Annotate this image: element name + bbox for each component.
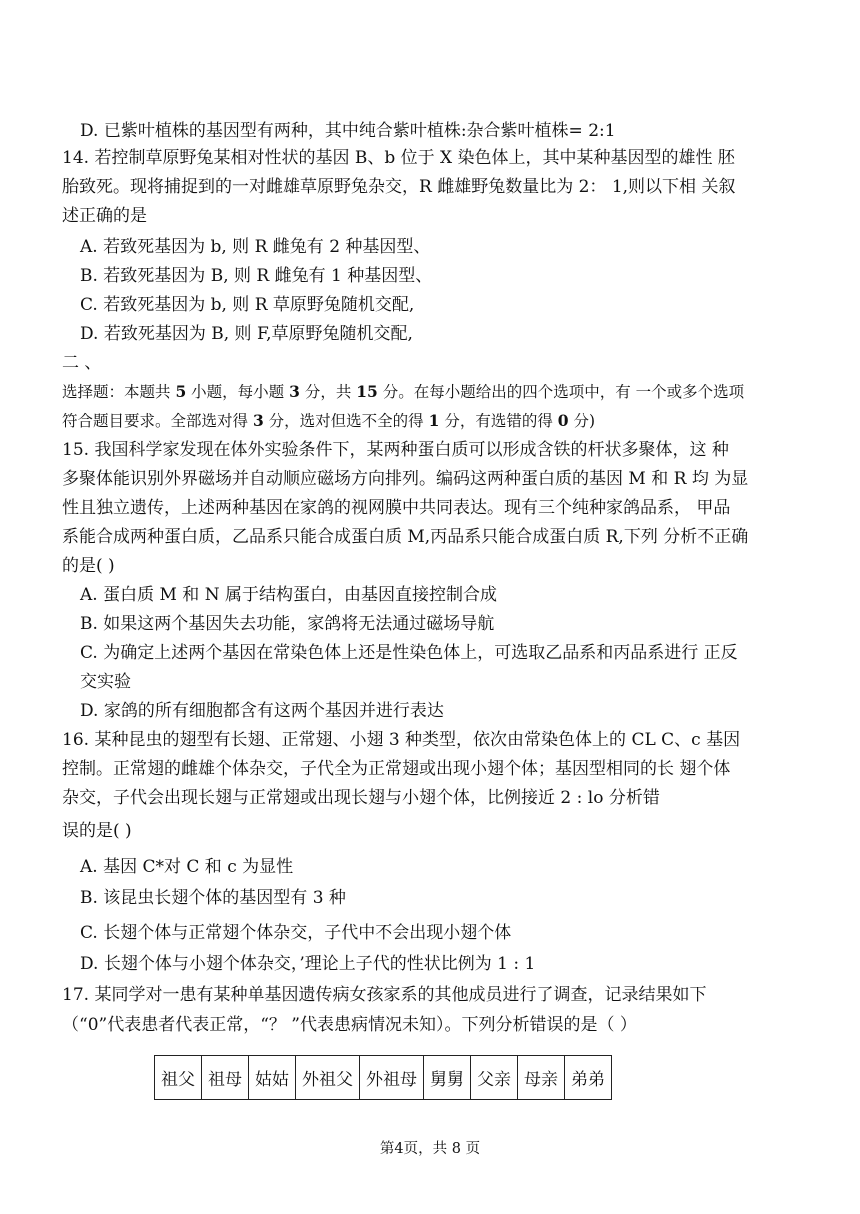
q16-option-d: D. 长翅个体与小翅个体杂交，’理论上子代的性状比例为 1 : 1 xyxy=(80,954,536,974)
page-footer: 第4页，共 8 页 xyxy=(379,1141,481,1157)
q15-line5: 的是( ) xyxy=(62,556,115,576)
q16-line3: 杂交，子代会出现长翅与正常翅或出现长翅与小翅个体，比例接近 2 : lo 分析错 xyxy=(62,788,660,808)
q14-option-a: A. 若致死基因为 b, 则 R 雌兔有 2 种基因型、 xyxy=(80,237,431,257)
q15-option-d: D. 家鸽的所有细胞都含有这两个基因并进行表达 xyxy=(80,701,444,721)
option-d-prev: D. 已紫叶植株的基因型有两种，其中纯合紫叶植株:杂合紫叶植株= 2:1 xyxy=(80,121,616,141)
q16-option-c: C. 长翅个体与正常翅个体杂交，子代中不会出现小翅个体 xyxy=(80,923,512,943)
q15-option-b: B. 如果这两个基因失去功能，家鸽将无法通过磁场导航 xyxy=(80,614,495,634)
q14-option-d: D. 若致死基因为 B, 则 F,草原野兔随机交配, xyxy=(80,324,413,344)
table-cell: 祖父 xyxy=(155,1056,202,1100)
table-cell: 外祖母 xyxy=(360,1056,424,1100)
q15-line2: 多聚体能识别外界磁场并自动顺应磁场方向排列。编码这两种蛋白质的基因 M 和 R 均 为显 xyxy=(62,469,749,489)
q14-line1: 14. 若控制草原野兔某相对性状的基因 B、b 位于 X 染色体上，其中某种基因型的雄性 胚 xyxy=(62,148,735,168)
section-instructions-line2: 符合题目要求。全部选对得 3 分，选对但选不全的得 1 分，有选错的得 0 分) xyxy=(62,411,596,430)
table-cell: 舅舅 xyxy=(424,1056,471,1100)
q17-line1: 17. 某同学对一患有某种单基因遗传病女孩家系的其他成员进行了调查，记录结果如下 xyxy=(62,985,707,1005)
table-cell: 弟弟 xyxy=(565,1056,612,1100)
table-cell: 外祖父 xyxy=(296,1056,360,1100)
q16-line2: 控制。正常翅的雌雄个体杂交，子代全为正常翅或出现小翅个体；基因型相同的长 翅个体 xyxy=(62,759,731,779)
table-cell: 父亲 xyxy=(471,1056,518,1100)
q14-option-b: B. 若致死基因为 B, 则 R 雌兔有 1 种基因型、 xyxy=(80,266,433,286)
q15-option-a: A. 蛋白质 M 和 N 属于结构蛋白，由基因直接控制合成 xyxy=(80,585,497,605)
section-instructions-line1: 选择题：本题共 5 小题，每小题 3 分，共 15 分。在每小题给出的四个选项中，有 一个或多个选项 xyxy=(62,382,745,401)
q15-option-c: C. 为确定上述两个基因在常染色体上还是性染色体上，可选取乙品系和丙品系进行 正反 xyxy=(80,643,738,663)
section-two-heading: 二 、 xyxy=(62,353,102,373)
table-cell: 母亲 xyxy=(518,1056,565,1100)
q16-option-b: B. 该昆虫长翅个体的基因型有 3 种 xyxy=(80,888,346,908)
q15-line1: 15. 我国科学家发现在体外实验条件下，某两种蛋白质可以形成含铁的杆状多聚体，这 种 xyxy=(62,440,729,460)
q15-option-c-cont: 交实验 xyxy=(80,672,131,692)
q16-option-a: A. 基因 C*对 C 和 c 为显性 xyxy=(80,857,294,877)
table-header-row xyxy=(155,1056,612,1100)
q14-line3: 述正确的是 xyxy=(62,206,147,226)
table-cell: 姑姑 xyxy=(249,1056,296,1100)
q14-line2: 胎致死。现将捕捉到的一对雌雄草原野兔杂交，R 雌雄野兔数量比为 2： 1,则以下相 关叙 xyxy=(62,177,736,197)
q16-line4: 误的是( ) xyxy=(62,821,132,841)
q14-option-c: C. 若致死基因为 b, 则 R 草原野兔随机交配, xyxy=(80,295,415,315)
table-cell: 祖母 xyxy=(202,1056,249,1100)
q16-line1: 16. 某种昆虫的翅型有长翅、正常翅、小翅 3 种类型，依次由常染色体上的 CL C、c 基因 xyxy=(62,730,741,750)
q15-line4: 系能合成两种蛋白质，乙品系只能合成蛋白质 M,丙品系只能合成蛋白质 R,下列 分析不正确 xyxy=(62,527,749,547)
q15-line3: 性且独立遗传，上述两种基因在家鸽的视网膜中共同表达。现有三个纯种家鸽品系， 甲品 xyxy=(62,498,731,518)
q17-line2: （“0”代表患者代表正常，“？ ”代表患病情况未知）。下列分析错误的是（ ） xyxy=(62,1015,637,1035)
pedigree-table xyxy=(154,1055,612,1100)
